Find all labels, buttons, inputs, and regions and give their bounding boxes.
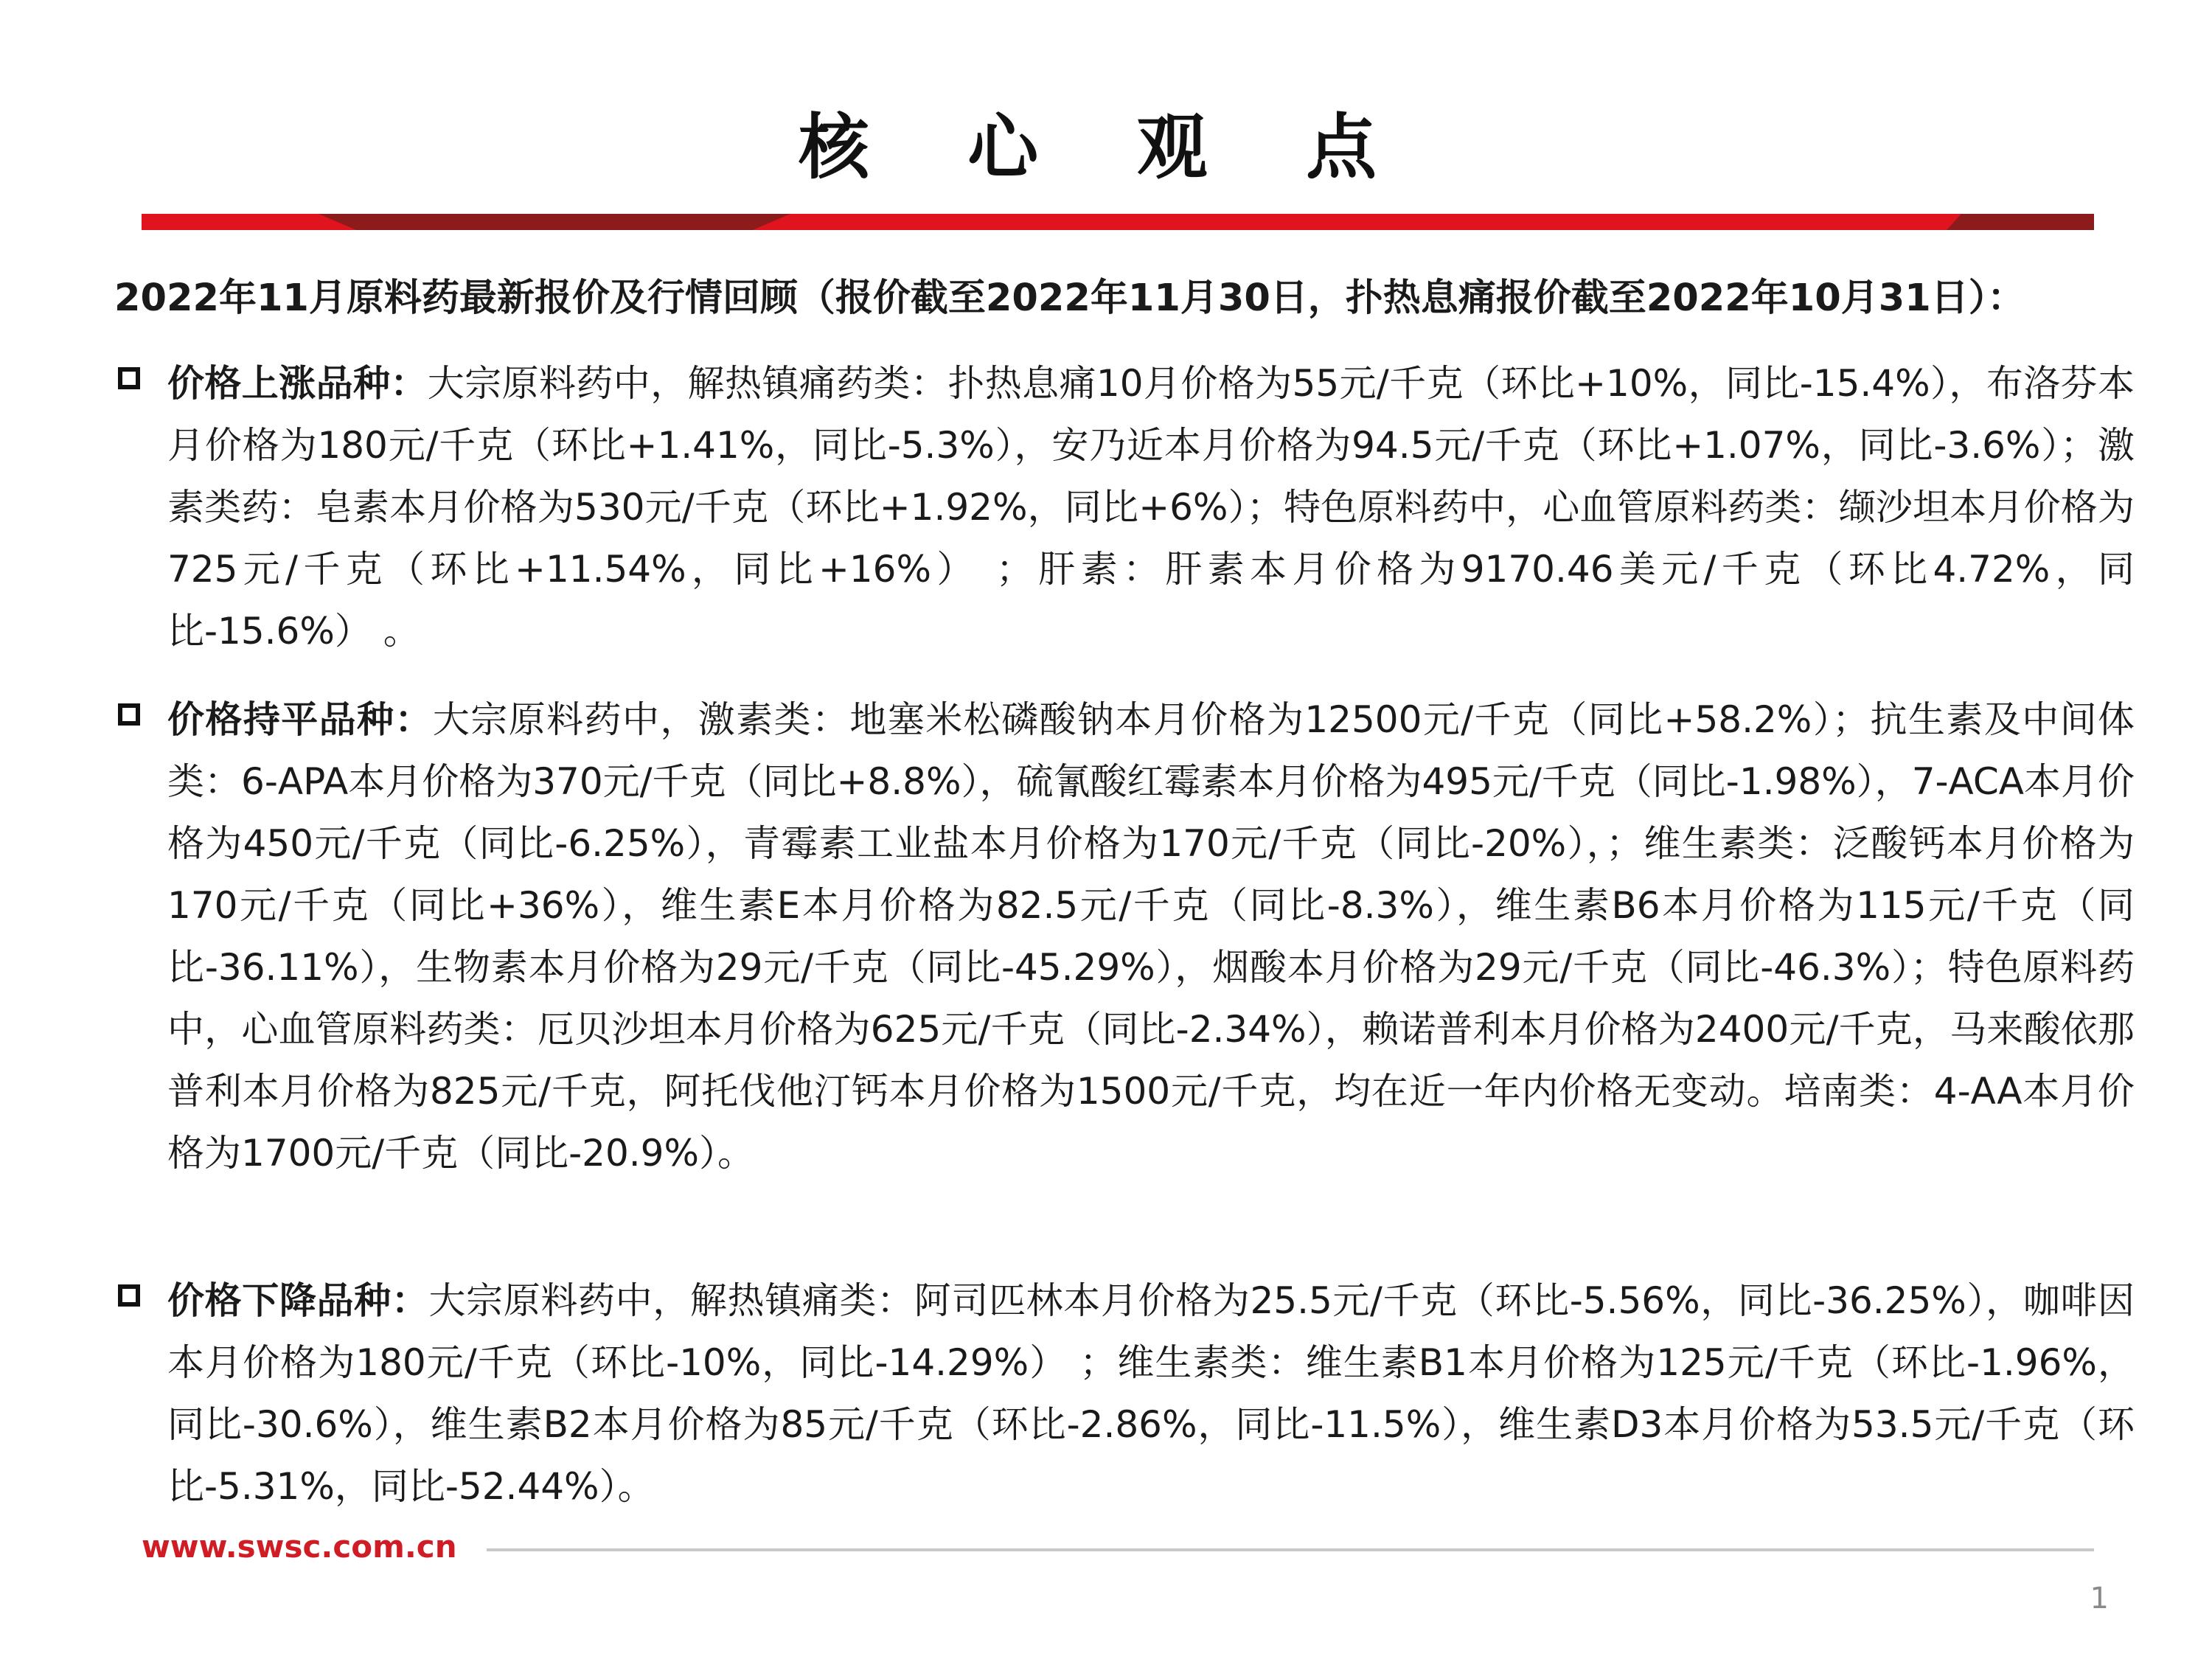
bullet-price-decline (114, 1270, 2135, 1517)
bullet-label: 价格上涨品种： (167, 362, 428, 405)
bullet-paragraph (167, 352, 2135, 662)
footer-divider (487, 1548, 2094, 1551)
section-headline: 2022年11月原料药最新报价及行情回顾（报价截至2022年11月30日，扑热息痛报价截至2022年10月31日）： (114, 276, 2025, 320)
bullet-body: 大宗原料药中，解热镇痛类：阿司匹林本月价格为25.5元/千克（环比-5.56%，同比-36.25%），咖啡因本月价格为180元/千克（环比-10%，同比-14.29%） ；维生素类：维生素B1本月价格为125元/千克（环比-1.96%，同比-30.6%），维生素B2本月价格为85元/千克（环比-2.86%，同比-11.5%），维生素D3本月价格为53.5元/千克（环比-5.31%，同比-52.44%）。 (167, 1279, 2135, 1508)
title-divider-bar (142, 214, 2094, 230)
bullet-body: 大宗原料药中，解热镇痛药类：扑热息痛10月价格为55元/千克（环比+10%，同比-15.4%），布洛芬本月价格为180元/千克（环比+1.41%，同比-5.3%），安乃近本月价格为94.5元/千克（环比+1.07%，同比-3.6%）；激素类药：皂素本月价格为530元/千克（环比+1.92%，同比+6%）；特色原料药中，心血管原料药类：缬沙坦本月价格为725元/千克（环比+11.54%，同比+16%） ；肝素：肝素本月价格为9170.46美元/千克（环比4.72%，同比-15.6%） 。 (167, 362, 2135, 653)
title-bar-dark-accent-left (319, 214, 790, 230)
bullet-paragraph (167, 1270, 2135, 1517)
footer-website-link[interactable]: www.swsc.com.cn (142, 1528, 457, 1565)
bullet-body: 大宗原料药中，激素类：地塞米松磷酸钠本月价格为12500元/千克（同比+58.2%）；抗生素及中间体类：6-APA本月价格为370元/千克（同比+8.8%），硫氰酸红霉素本月价格为495元/千克（同比-1.98%），7-ACA本月价格为450元/千克（同比-6.25%），青霉素工业盐本月价格为170元/千克（同比-20%），；维生素类：泛酸钙本月价格为170元/千克（同比+36%），维生素E本月价格为82.5元/千克（同比-8.3%），维生素B6本月价格为115元/千克（同比-36.11%），生物素本月价格为29元/千克（同比-45.29%），烟酸本月价格为29元/千克（同比-46.3%）；特色原料药中，心血管原料药类：厄贝沙坦本月价格为625元/千克（同比-2.34%），赖诺普利本月价格为2400元/千克，马来酸依那普利本月价格为825元/千克，阿托伐他汀钙本月价格为1500元/千克，均在近一年内价格无变动。培南类：4-AA本月价格为1700元/千克（同比-20.9%）。 (167, 698, 2135, 1175)
bullet-label: 价格下降品种： (167, 1279, 429, 1322)
bullet-price-flat (114, 689, 2135, 1184)
title-bar-dark-accent-right (1947, 214, 2094, 230)
bullet-paragraph (167, 689, 2135, 1184)
square-bullet-icon (118, 703, 140, 726)
square-bullet-icon (118, 1284, 140, 1307)
square-bullet-icon (118, 367, 140, 389)
page-title: 核 心 观 点 (798, 106, 1414, 189)
bullet-label: 价格持平品种： (167, 698, 433, 741)
bullet-price-rise (114, 352, 2135, 662)
page-number: 1 (2090, 1582, 2109, 1615)
